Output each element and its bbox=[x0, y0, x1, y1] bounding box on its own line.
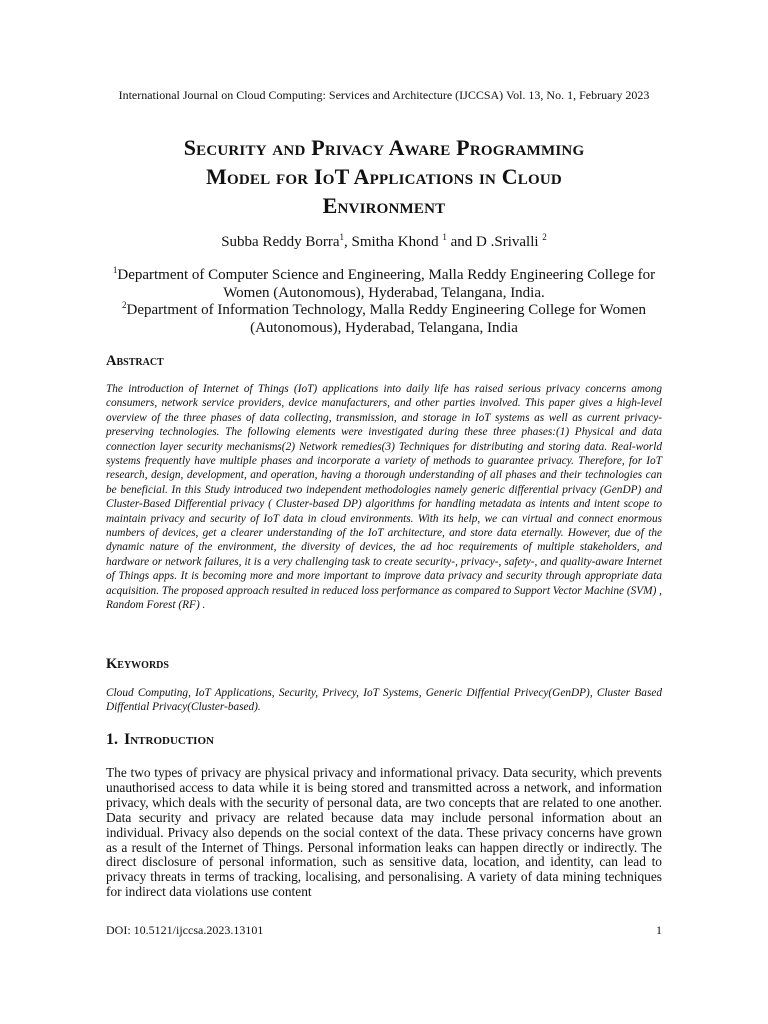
author-3: and D .Srivalli bbox=[446, 234, 543, 250]
section-title: Introduction bbox=[124, 731, 214, 748]
author-list bbox=[0, 233, 768, 251]
affiliation-2-text: Department of Information Technology, Malla Reddy Engineering College for Women (Autonomous), Hyderabad, Telangana, India bbox=[126, 302, 646, 336]
author-1: Subba Reddy Borra bbox=[221, 234, 340, 250]
section-number: 1. bbox=[106, 731, 118, 748]
affiliation-1 bbox=[90, 267, 678, 302]
introduction-heading bbox=[106, 730, 214, 750]
paper-title bbox=[84, 133, 684, 220]
author-3-affil: 2 bbox=[542, 232, 547, 242]
abstract-text: The introduction of Internet of Things (IoT) applications into daily life has raised serious privacy concerns among consumers, network service providers, device manufacturers, and other parties involved. This paper gives a high-level overview of the three phases of data collecting, transmission, and storage in IoT systems as well as current privacy-preserving technologies. The following elements were investigated during these three phases:(1) Physical and data connection layer security mechanisms(2) Network remedies(3) Techniques for distributing and storing data. Real-world systems frequently have multiple phases and incorporate a variety of methods to guarantee privacy. Therefore, for IoT research, design, development, and operation, having a thorough understanding of all phases and their technologies can be beneficial. In this Study introduced two independent methodologies namely generic differential privacy (GenDP) and Cluster-Based Differential privacy ( Cluster-based DP) algorithms for handling metadata as intents and intent scope to maintain privacy and security of IoT data in cloud environments. With its help, we can virtual and connect enormous numbers of devices, get a clearer understanding of the IoT architecture, and store data eternally. However, due of the dynamic nature of the environment, the diversity of devices, the ad hoc requirements of multiple stakeholders, and hardware or network failures, it is a very challenging task to create security-, privacy-, safety-, and quality-aware Internet of Things apps. It is becoming more and more important to improve data privacy and security through appropriate data acquisition. The proposed approach resulted in reduced loss performance as compared to Support Vector Machine (SVM) , Random Forest (RF) . bbox=[106, 383, 662, 612]
doi: DOI: 10.5121/ijccsa.2023.13101 bbox=[106, 923, 264, 937]
introduction-text: The two types of privacy are physical privacy and informational privacy. Data security, which prevents unauthorised access to data while it is being stored and transmitted across a network, and information privacy, which deals with the security of personal data, are two concepts that are related to one another. Data security and privacy are related because data may include personal information about an individual. Privacy also depends on the social context of the data. These privacy concerns have grown as a result of the Internet of Things. Personal information leaks can happen directly or indirectly. The direct disclosure of personal information, such as sensitive data, location, and identity, can lead to privacy threats in terms of tracking, localising, and personalising. A variety of data mining techniques for indirect data violations use content bbox=[106, 765, 662, 900]
title-line-1: Security and Privacy Aware Programming bbox=[183, 135, 585, 160]
title-line-3: Environment bbox=[322, 193, 446, 218]
author-2-affil: 1 bbox=[442, 232, 447, 242]
page-number: 1 bbox=[656, 923, 662, 937]
affiliation-1-mark: 1 bbox=[112, 265, 118, 275]
author-1-affil: 1 bbox=[339, 232, 345, 242]
affiliations bbox=[90, 267, 678, 337]
affiliation-1-text: Department of Computer Science and Engineering, Malla Reddy Engineering College for Women (Autonomous), Hyderabad, Telangana, India. bbox=[117, 267, 656, 301]
affiliation-2 bbox=[90, 302, 678, 337]
keywords-text: Cloud Computing, IoT Applications, Security, Privecy, IoT Systems, Generic Diffential Privecy(GenDP), Cluster Based Diffential Privacy(Cluster-based). bbox=[106, 687, 662, 714]
affiliation-2-mark: 2 bbox=[122, 300, 127, 310]
page-footer bbox=[106, 923, 662, 937]
abstract-heading: Abstract bbox=[106, 353, 164, 369]
author-2: , Smitha Khond bbox=[344, 234, 443, 250]
keywords-heading: Keywords bbox=[106, 656, 169, 672]
journal-header: International Journal on Cloud Computing: Services and Architecture (IJCCSA) Vol. 13, No. 1, February 2023 bbox=[118, 88, 650, 102]
title-line-2: Model for IoT Applications in Cloud bbox=[206, 164, 562, 189]
